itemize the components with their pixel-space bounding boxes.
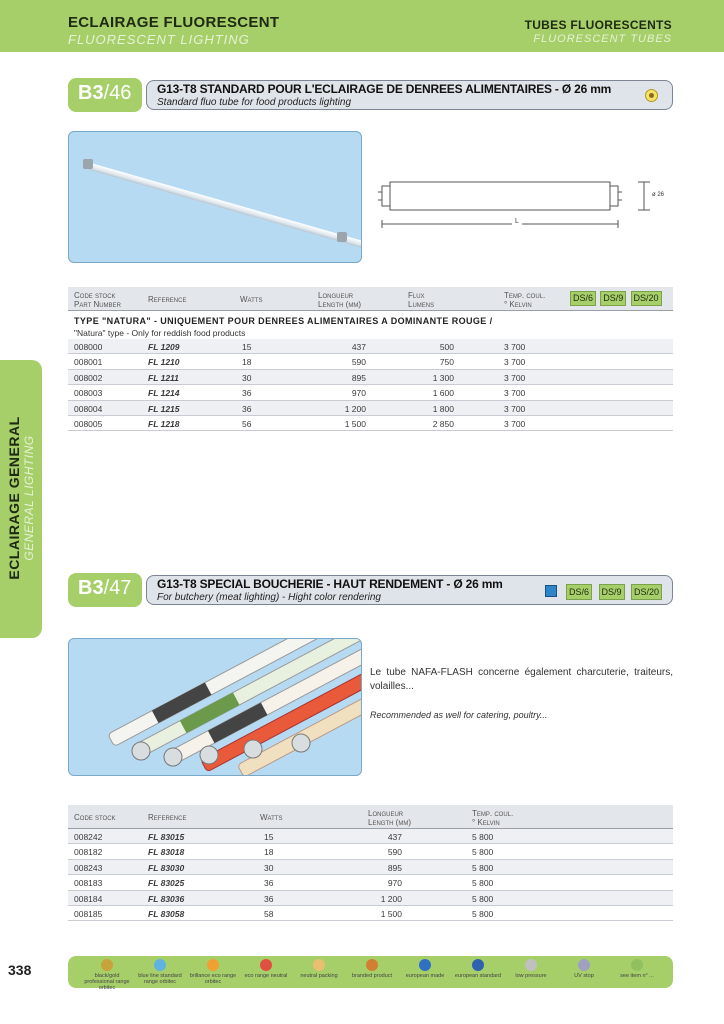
cell-code: 008004 [74,403,103,414]
cell-reference: FL 83015 [148,832,185,842]
tube-end-cap [337,232,347,242]
ds-badge: DS/20 [631,291,662,306]
cell-temp: 5 800 [472,832,494,842]
cell-temp: 3 700 [504,403,526,414]
fluorescent-tube-image [86,162,362,261]
cell-code: 008003 [74,388,103,399]
cell-length: 895 [387,862,402,873]
tube-end-cap [83,159,93,169]
side-tab [0,360,42,638]
cell-watts: 36 [242,403,252,414]
product-photo-tube [68,131,362,263]
cell-length: 970 [387,878,402,889]
cell-reference: FL 1214 [148,388,180,399]
tube-dimension-diagram [376,168,676,238]
legend-label: european standard [454,973,502,979]
legend-label: low pressure [515,973,547,979]
cell-code: 008185 [74,908,103,919]
cell-code: 008002 [74,372,103,383]
col-code: Code stock Part Number [74,291,121,309]
table-row [68,385,673,400]
section-title: G13-T8 STANDARD POUR L'ECLAIRAGE DE DENREES ALIMENTAIRES - Ø 26 mm [157,82,612,96]
cell-temp: 5 800 [472,878,494,889]
type-line-fr: TYPE "NATURA" - UNIQUEMENT POUR DENREES ALIMENTAIRES A DOMINANTE ROUGE / [74,316,493,326]
ds-badge: DS/6 [570,291,596,306]
cell-watts: 15 [242,342,252,352]
ds-badges [568,291,662,306]
cell-length: 1 200 [344,403,366,414]
cell-reference: FL 83036 [148,893,185,904]
cell-temp: 3 700 [504,372,526,383]
legend-icon [154,959,166,971]
col-reference: Reference [148,295,187,304]
section-b3-46-header [68,78,673,112]
legend-label: eco range neutral [244,973,288,979]
page-header [0,0,724,52]
table-row [68,860,673,875]
cell-temp: 3 700 [504,388,526,399]
product-table-b3-47 [68,805,673,921]
cell-reference: FL 1218 [148,418,180,429]
cell-watts: 18 [264,847,274,858]
cell-temp: 3 700 [504,357,526,368]
cell-flux: 500 [439,342,454,352]
table-row [68,401,673,416]
cell-watts: 58 [264,908,274,919]
description-fr: Le tube NAFA-FLASH concerne également charcuterie, traiteurs, volailles... [370,667,673,692]
table-row [68,339,673,354]
legend-item [188,959,238,985]
description-en: Recommended as well for catering, poultry... [370,710,548,720]
cell-watts: 15 [264,832,274,842]
legend-footer [68,956,673,991]
col-reference: Reference [148,813,187,822]
cell-reference: FL 83025 [148,878,185,889]
table-body [68,339,673,431]
cell-watts: 36 [264,893,274,904]
legend-icon [366,959,378,971]
header-left [68,14,279,47]
table-header [68,805,673,829]
header-right [525,18,672,45]
legend-icon [260,959,272,971]
cell-length: 895 [351,372,366,383]
section-subtitle: Standard fluo tube for food products lighting [157,97,352,108]
cell-code: 008000 [74,342,103,352]
legend-icon [472,959,484,971]
table-row [68,844,673,859]
product-photo-tubes-nafa-flash [68,638,362,776]
cell-temp: 3 700 [504,342,526,352]
cell-watts: 56 [242,418,252,429]
section-subtitle: For butchery (meat lighting) - Hight color rendering [157,592,381,603]
legend-icon [578,959,590,971]
cell-watts: 30 [242,372,252,383]
col-code: Code stock [74,813,116,822]
section-title-box [146,575,673,605]
cell-reference: FL 83018 [148,847,185,858]
legend-icon [101,959,113,971]
col-length: Longueur Length (mm) [318,291,361,309]
cell-reference: FL 1209 [148,342,180,352]
header-category-title: TUBES FLUORESCENTS [524,18,672,32]
section-title-box [146,80,673,110]
header-title: ECLAIRAGE FLUORESCENT [68,14,280,31]
cell-temp: 5 800 [472,847,494,858]
side-tab-text [6,416,36,579]
legend-label: UV stop [574,973,594,979]
section-code: B3/46 [68,78,142,112]
legend-label: black/gold professional range orbitec [84,973,130,991]
cell-flux: 1 800 [432,403,454,414]
cell-flux: 750 [439,357,454,368]
tube-drawing [376,168,676,238]
cell-flux: 1 600 [432,388,454,399]
table-row [68,906,673,921]
legend-item [612,959,662,979]
cell-reference: FL 1211 [148,372,179,383]
legend-item [294,959,344,979]
product-description [370,666,673,722]
cell-length: 437 [351,342,366,352]
tubes-illustration [69,639,362,776]
product-table-b3-46 [68,287,673,431]
cell-temp: 5 800 [472,908,494,919]
cell-temp: 5 800 [472,893,494,904]
legend-item [82,959,132,991]
ds-badges [545,582,662,600]
legend-item [135,959,185,985]
col-flux: Flux Lumens [408,291,435,309]
cell-code: 008242 [74,832,103,842]
cell-code: 008243 [74,862,103,873]
legend-label: blue line standard range orbitec [138,973,182,985]
ds-badge: DS/9 [600,291,626,306]
col-temp: Temp. coul. ° Kelvin [504,291,546,309]
col-length: Longueur Length (mm) [368,809,411,827]
cell-temp: 5 800 [472,862,494,873]
col-temp: Temp. coul. ° Kelvin [472,809,514,827]
legend-icon [207,959,219,971]
section-b3-47-header [68,573,673,607]
side-tab-subtitle: GENERAL LIGHTING [22,435,36,561]
type-natura-line [68,311,673,339]
cell-length: 437 [387,832,402,842]
page-number: 338 [8,962,32,978]
legend-item [506,959,556,979]
cell-length: 1 500 [380,908,402,919]
cell-code: 008182 [74,847,103,858]
legend-label: see item n° ... [620,973,654,979]
legend-item [347,959,397,979]
cell-watts: 30 [264,862,274,873]
section-code: B3/47 [68,573,142,607]
table-row [68,354,673,369]
col-watts: Watts [240,295,263,304]
legend-icon [631,959,643,971]
legend-item [400,959,450,979]
cell-length: 1 500 [344,418,366,429]
cell-watts: 36 [242,388,252,399]
legend-item [241,959,291,979]
cell-length: 970 [351,388,366,399]
table-row [68,891,673,906]
cell-temp: 3 700 [504,418,526,429]
diameter-label: ø 26 [652,192,665,198]
legend-icon [419,959,431,971]
ds-badge: DS/9 [599,584,625,600]
cell-watts: 18 [242,357,252,368]
table-row [68,416,673,431]
header-subtitle: FLUORESCENT LIGHTING [68,32,250,47]
legend-label: brillance eco range orbitec [189,973,237,985]
legend-label: european made [405,973,445,979]
table-row [68,370,673,385]
standard-range-icon [545,585,557,597]
cell-code: 008183 [74,878,103,889]
table-row [68,829,673,844]
length-label: L [512,218,522,225]
legend-label: branded product [351,973,393,979]
cell-length: 1 200 [380,893,402,904]
cell-length: 590 [351,357,366,368]
legend-icon [525,959,537,971]
cell-flux: 2 850 [432,418,454,429]
side-tab-title: ECLAIRAGE GENERAL [6,416,22,580]
cell-watts: 36 [264,878,274,889]
legend-label: neutral packing [300,973,338,979]
cell-code: 008184 [74,893,103,904]
section-title: G13-T8 SPECIAL BOUCHERIE - HAUT RENDEMENT - Ø 26 mm [157,577,503,591]
ds-badge: DS/20 [631,584,662,600]
cell-flux: 1 300 [432,372,454,383]
legend-item [453,959,503,979]
table-header [68,287,673,311]
col-watts: Watts [260,813,283,822]
cell-length: 590 [387,847,402,858]
table-row [68,875,673,890]
food-lighting-icon [645,89,658,102]
cell-reference: FL 1215 [148,403,180,414]
cell-code: 008001 [74,357,103,368]
cell-reference: FL 1210 [148,357,180,368]
ds-badge: DS/6 [566,584,592,600]
header-category-subtitle: FLUORESCENT TUBES [533,33,672,45]
legend-icon [313,959,325,971]
table-body [68,829,673,921]
legend-item [559,959,609,979]
cell-reference: FL 83030 [148,862,185,873]
cell-reference: FL 83058 [148,908,185,919]
type-line-en: "Natura" type - Only for reddish food products [74,328,246,338]
cell-code: 008005 [74,418,103,429]
